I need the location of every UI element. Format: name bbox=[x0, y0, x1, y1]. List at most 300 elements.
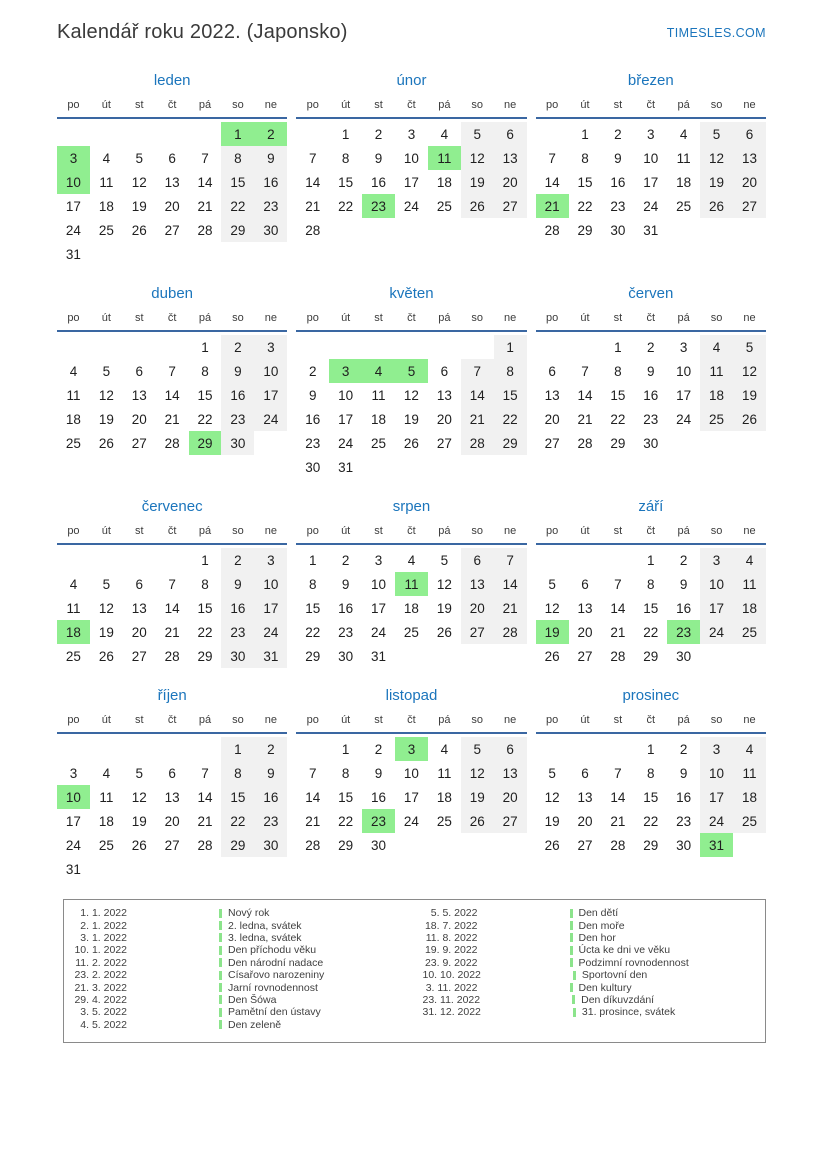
day-cell: 4 bbox=[733, 737, 766, 761]
day-cell: 30 bbox=[643, 435, 659, 451]
legend-date: 23. 9. 2022 bbox=[424, 956, 478, 969]
month-february bbox=[296, 72, 526, 266]
day-cell: 10 bbox=[371, 576, 387, 592]
weekday-header: čt bbox=[395, 310, 428, 331]
day-cell: 2 bbox=[679, 552, 688, 568]
empty-day-cell bbox=[494, 644, 527, 668]
legend-holiday-name bbox=[570, 982, 632, 994]
day-cell: 18 bbox=[733, 596, 766, 620]
day-cell: 9 bbox=[374, 150, 383, 166]
day-cell: 31 bbox=[65, 861, 81, 877]
month-table-july bbox=[57, 523, 287, 668]
day-cell: 17 bbox=[700, 596, 733, 620]
day-cell: 30 bbox=[254, 218, 287, 242]
weekday-header: út bbox=[90, 310, 123, 331]
day-cell: 28 bbox=[197, 837, 213, 853]
day-cell: 21 bbox=[610, 624, 626, 640]
weekday-header: po bbox=[296, 712, 329, 733]
empty-day-cell bbox=[221, 242, 254, 266]
day-cell: 28 bbox=[305, 837, 321, 853]
day-cell: 17 bbox=[676, 387, 692, 403]
week-row bbox=[57, 242, 287, 266]
empty-day-cell bbox=[569, 548, 602, 572]
day-cell: 4 bbox=[679, 126, 688, 142]
day-cell: 29 bbox=[494, 431, 527, 455]
day-cell: 17 bbox=[403, 174, 419, 190]
empty-day-cell bbox=[536, 737, 569, 761]
holiday-marker bbox=[219, 995, 222, 1004]
day-cell: 24 bbox=[254, 620, 287, 644]
legend-date: 2. 1. 2022 bbox=[80, 919, 127, 932]
weekday-header: pá bbox=[667, 97, 700, 118]
legend-date: 19. 9. 2022 bbox=[424, 944, 478, 957]
empty-day-cell bbox=[254, 242, 287, 266]
weekday-header: pá bbox=[428, 310, 461, 331]
legend-date: 3. 1. 2022 bbox=[80, 931, 127, 944]
day-cell: 20 bbox=[494, 170, 527, 194]
day-cell: 9 bbox=[647, 363, 655, 379]
legend-holiday-name bbox=[219, 994, 276, 1006]
legend-date: 10. 10. 2022 bbox=[422, 969, 481, 982]
day-cell: 25 bbox=[403, 624, 419, 640]
day-cell: 3 bbox=[254, 548, 287, 572]
empty-day-cell bbox=[123, 857, 156, 881]
legend-item bbox=[415, 919, 766, 931]
empty-day-cell bbox=[90, 242, 123, 266]
day-cell: 7 bbox=[461, 359, 494, 383]
month-days bbox=[536, 118, 766, 242]
day-cell: 15 bbox=[643, 789, 659, 805]
day-cell: 14 bbox=[461, 383, 494, 407]
empty-day-cell bbox=[57, 548, 90, 572]
day-cell: 17 bbox=[254, 596, 287, 620]
day-cell: 18 bbox=[436, 789, 452, 805]
day-cell: 25 bbox=[733, 809, 766, 833]
weekday-header: so bbox=[700, 712, 733, 733]
weekday-header: út bbox=[569, 523, 602, 544]
weekday-header: so bbox=[461, 712, 494, 733]
empty-day-cell bbox=[395, 455, 428, 479]
empty-day-cell bbox=[123, 335, 156, 359]
legend-item bbox=[64, 994, 415, 1006]
legend-holiday-label: Den kultury bbox=[578, 981, 632, 994]
empty-day-cell bbox=[395, 833, 428, 857]
month-title-july[interactable]: červenec bbox=[141, 498, 203, 515]
week-row bbox=[296, 455, 526, 479]
day-cell: 14 bbox=[305, 174, 321, 190]
weekday-header: út bbox=[90, 523, 123, 544]
weekday-header: so bbox=[221, 310, 254, 331]
empty-day-cell bbox=[123, 737, 156, 761]
month-days bbox=[536, 544, 766, 668]
day-cell: 5 bbox=[700, 122, 733, 146]
day-cell: 5 bbox=[461, 122, 494, 146]
day-cell: 27 bbox=[577, 648, 593, 664]
empty-day-cell bbox=[461, 833, 494, 857]
day-cell: 30 bbox=[676, 648, 692, 664]
day-cell: 5 bbox=[102, 576, 111, 592]
holiday-marker bbox=[573, 971, 576, 980]
week-row bbox=[57, 761, 287, 785]
day-cell: 9 bbox=[254, 146, 287, 170]
month-title-december[interactable]: prosinec bbox=[622, 687, 680, 704]
brand-link[interactable]: TIMESLES.COM bbox=[666, 26, 766, 40]
empty-day-cell bbox=[428, 644, 461, 668]
day-cell: 27 bbox=[494, 809, 527, 833]
weekday-header: st bbox=[123, 523, 156, 544]
month-table-june bbox=[536, 310, 766, 455]
month-january bbox=[57, 72, 287, 266]
week-row bbox=[57, 383, 287, 407]
day-cell: 12 bbox=[461, 146, 494, 170]
day-cell: 2 bbox=[679, 741, 688, 757]
month-title-september[interactable]: září bbox=[638, 498, 664, 515]
day-cell: 16 bbox=[610, 174, 626, 190]
week-row bbox=[536, 737, 766, 761]
weekday-header-row bbox=[57, 712, 287, 733]
month-october bbox=[57, 687, 287, 881]
legend-item bbox=[64, 907, 415, 919]
day-cell: 27 bbox=[436, 435, 452, 451]
holiday-marker bbox=[570, 958, 573, 967]
legend-holiday-name bbox=[573, 1006, 675, 1018]
day-cell: 10 bbox=[254, 359, 287, 383]
day-cell: 31 bbox=[65, 246, 81, 262]
week-row bbox=[296, 407, 526, 431]
month-days bbox=[296, 544, 526, 668]
day-cell: 22 bbox=[197, 411, 213, 427]
day-cell: 18 bbox=[676, 174, 692, 190]
day-cell: 22 bbox=[577, 198, 593, 214]
day-cell: 13 bbox=[436, 387, 452, 403]
empty-day-cell bbox=[156, 737, 189, 761]
day-cell: 27 bbox=[544, 435, 560, 451]
day-cell: 23 bbox=[610, 198, 626, 214]
weekday-header: st bbox=[601, 97, 634, 118]
weekday-header: út bbox=[569, 310, 602, 331]
weekday-header: st bbox=[362, 97, 395, 118]
legend-date: 29. 4. 2022 bbox=[74, 993, 127, 1006]
day-cell: 5 bbox=[102, 363, 111, 379]
month-table-august bbox=[296, 523, 526, 668]
day-cell: 7 bbox=[168, 363, 176, 379]
empty-day-cell bbox=[189, 122, 222, 146]
holiday-day-cell: 11 bbox=[395, 572, 428, 596]
week-row bbox=[57, 170, 287, 194]
day-cell: 13 bbox=[131, 387, 147, 403]
day-cell: 6 bbox=[135, 576, 143, 592]
day-cell: 21 bbox=[197, 198, 213, 214]
day-cell: 13 bbox=[164, 789, 180, 805]
month-title-february[interactable]: únor bbox=[396, 72, 427, 89]
day-cell: 19 bbox=[131, 813, 147, 829]
day-cell: 4 bbox=[102, 765, 111, 781]
day-cell: 24 bbox=[700, 809, 733, 833]
day-cell: 10 bbox=[403, 150, 419, 166]
day-cell: 23 bbox=[254, 194, 287, 218]
day-cell: 14 bbox=[164, 600, 180, 616]
day-cell: 6 bbox=[168, 765, 176, 781]
day-cell: 12 bbox=[98, 387, 114, 403]
months-grid bbox=[57, 72, 766, 881]
day-cell: 20 bbox=[131, 624, 147, 640]
day-cell: 2 bbox=[374, 741, 383, 757]
week-row bbox=[296, 833, 526, 857]
week-row bbox=[536, 122, 766, 146]
day-cell: 12 bbox=[733, 359, 766, 383]
legend-holiday-label: Den zeleně bbox=[228, 1018, 282, 1031]
day-cell: 25 bbox=[733, 620, 766, 644]
empty-day-cell bbox=[156, 857, 189, 881]
weekday-header: pá bbox=[428, 523, 461, 544]
day-cell: 1 bbox=[494, 335, 527, 359]
day-cell: 29 bbox=[610, 435, 626, 451]
day-cell: 25 bbox=[98, 837, 114, 853]
header bbox=[0, 0, 827, 44]
weekday-header: pá bbox=[189, 523, 222, 544]
day-cell: 21 bbox=[164, 624, 180, 640]
holiday-day-cell: 23 bbox=[667, 620, 700, 644]
day-cell: 5 bbox=[135, 150, 143, 166]
day-cell: 28 bbox=[544, 222, 560, 238]
month-march bbox=[536, 72, 766, 266]
month-june bbox=[536, 285, 766, 479]
day-cell: 1 bbox=[201, 339, 209, 355]
weekday-header: ne bbox=[254, 97, 287, 118]
day-cell: 24 bbox=[65, 222, 81, 238]
day-cell: 15 bbox=[221, 785, 254, 809]
day-cell: 19 bbox=[461, 170, 494, 194]
week-row bbox=[536, 620, 766, 644]
day-cell: 22 bbox=[338, 198, 354, 214]
day-cell: 31 bbox=[643, 222, 659, 238]
day-cell: 8 bbox=[221, 761, 254, 785]
month-title-october[interactable]: říjen bbox=[157, 687, 187, 704]
empty-day-cell bbox=[461, 335, 494, 359]
day-cell: 18 bbox=[98, 198, 114, 214]
day-cell: 3 bbox=[407, 126, 416, 142]
month-title-march[interactable]: březen bbox=[627, 72, 674, 89]
empty-day-cell bbox=[362, 335, 395, 359]
legend-date: 23. 11. 2022 bbox=[422, 993, 481, 1006]
week-row bbox=[296, 431, 526, 455]
month-title-june[interactable]: červen bbox=[628, 285, 674, 302]
day-cell: 26 bbox=[436, 624, 452, 640]
day-cell: 13 bbox=[461, 572, 494, 596]
month-april bbox=[57, 285, 287, 479]
day-cell: 18 bbox=[733, 785, 766, 809]
day-cell: 18 bbox=[700, 383, 733, 407]
day-cell: 24 bbox=[643, 198, 659, 214]
day-cell: 26 bbox=[700, 194, 733, 218]
day-cell: 20 bbox=[544, 411, 560, 427]
month-title-january[interactable]: leden bbox=[153, 72, 191, 89]
day-cell: 18 bbox=[436, 174, 452, 190]
day-cell: 6 bbox=[494, 737, 527, 761]
day-cell: 15 bbox=[577, 174, 593, 190]
day-cell: 15 bbox=[643, 600, 659, 616]
day-cell: 11 bbox=[437, 765, 452, 781]
day-cell: 20 bbox=[733, 170, 766, 194]
weekday-header: ne bbox=[494, 97, 527, 118]
holiday-marker bbox=[570, 909, 573, 918]
week-row bbox=[57, 407, 287, 431]
day-cell: 6 bbox=[581, 765, 589, 781]
day-cell: 8 bbox=[201, 363, 209, 379]
empty-day-cell bbox=[329, 218, 362, 242]
day-cell: 16 bbox=[643, 387, 659, 403]
weekday-header: st bbox=[601, 712, 634, 733]
day-cell: 2 bbox=[221, 548, 254, 572]
weekday-header: ne bbox=[494, 310, 527, 331]
week-row bbox=[57, 572, 287, 596]
month-july bbox=[57, 498, 287, 668]
day-cell: 21 bbox=[305, 198, 321, 214]
legend-item bbox=[64, 1006, 415, 1018]
day-cell: 16 bbox=[371, 174, 387, 190]
holiday-day-cell: 11 bbox=[428, 146, 461, 170]
weekday-header: po bbox=[296, 97, 329, 118]
legend-holiday-name bbox=[570, 944, 671, 956]
legend-item bbox=[415, 969, 766, 981]
legend-item bbox=[415, 994, 766, 1006]
day-cell: 14 bbox=[494, 572, 527, 596]
day-cell: 30 bbox=[221, 644, 254, 668]
legend-holiday-label: Podzimní rovnodennost bbox=[578, 956, 689, 969]
weekday-header-row bbox=[536, 310, 766, 331]
month-title-may[interactable]: květen bbox=[389, 285, 434, 302]
week-row bbox=[536, 431, 766, 455]
day-cell: 23 bbox=[643, 411, 659, 427]
week-row bbox=[296, 809, 526, 833]
legend-item bbox=[415, 907, 766, 919]
week-row bbox=[296, 383, 526, 407]
weekday-header: st bbox=[362, 523, 395, 544]
day-cell: 25 bbox=[65, 648, 81, 664]
weekday-header: po bbox=[296, 310, 329, 331]
empty-day-cell bbox=[667, 218, 700, 242]
week-row bbox=[536, 407, 766, 431]
day-cell: 17 bbox=[403, 789, 419, 805]
day-cell: 4 bbox=[440, 126, 449, 142]
month-title-november[interactable]: listopad bbox=[385, 687, 438, 704]
empty-day-cell bbox=[189, 857, 222, 881]
day-cell: 20 bbox=[131, 411, 147, 427]
day-cell: 22 bbox=[221, 194, 254, 218]
weekday-header: po bbox=[536, 523, 569, 544]
weekday-header: ne bbox=[733, 97, 766, 118]
weekday-header: čt bbox=[395, 97, 428, 118]
weekday-header-row bbox=[57, 310, 287, 331]
weekday-header: po bbox=[57, 523, 90, 544]
empty-day-cell bbox=[123, 122, 156, 146]
legend-holiday-name bbox=[219, 957, 323, 969]
day-cell: 8 bbox=[341, 765, 350, 781]
legend-date: 21. 3. 2022 bbox=[74, 981, 127, 994]
holiday-marker bbox=[219, 946, 222, 955]
weekday-header: út bbox=[569, 97, 602, 118]
weekday-header-row bbox=[536, 97, 766, 118]
day-cell: 3 bbox=[700, 737, 733, 761]
day-cell: 8 bbox=[494, 359, 527, 383]
empty-day-cell bbox=[536, 548, 569, 572]
weekday-header-row bbox=[57, 97, 287, 118]
weekday-header: čt bbox=[395, 712, 428, 733]
empty-day-cell bbox=[296, 122, 329, 146]
day-cell: 3 bbox=[254, 335, 287, 359]
legend-holiday-label: Den moře bbox=[578, 919, 625, 932]
day-cell: 8 bbox=[647, 576, 655, 592]
day-cell: 2 bbox=[309, 363, 317, 379]
holiday-day-cell: 3 bbox=[57, 146, 90, 170]
weekday-header-row bbox=[536, 712, 766, 733]
week-row bbox=[57, 596, 287, 620]
holiday-day-cell: 4 bbox=[362, 359, 395, 383]
day-cell: 27 bbox=[577, 837, 593, 853]
empty-day-cell bbox=[700, 218, 733, 242]
day-cell: 3 bbox=[679, 339, 688, 355]
day-cell: 1 bbox=[309, 552, 317, 568]
day-cell: 6 bbox=[548, 363, 556, 379]
day-cell: 27 bbox=[733, 194, 766, 218]
weekday-header: út bbox=[329, 523, 362, 544]
day-cell: 26 bbox=[98, 648, 114, 664]
legend-item bbox=[64, 969, 415, 981]
day-cell: 28 bbox=[610, 648, 626, 664]
month-table-april bbox=[57, 310, 287, 455]
day-cell: 9 bbox=[341, 576, 350, 592]
empty-day-cell bbox=[733, 833, 766, 857]
weekday-header: po bbox=[536, 97, 569, 118]
day-cell: 14 bbox=[577, 387, 593, 403]
month-days bbox=[57, 118, 287, 266]
day-cell: 19 bbox=[98, 411, 114, 427]
day-cell: 9 bbox=[679, 576, 688, 592]
month-table-may bbox=[296, 310, 526, 479]
day-cell: 13 bbox=[577, 600, 593, 616]
day-cell: 29 bbox=[643, 837, 659, 853]
day-cell: 14 bbox=[610, 600, 626, 616]
empty-day-cell bbox=[494, 833, 527, 857]
day-cell: 19 bbox=[544, 813, 560, 829]
day-cell: 16 bbox=[254, 785, 287, 809]
holiday-day-cell: 2 bbox=[254, 122, 287, 146]
day-cell: 6 bbox=[440, 363, 449, 379]
weekday-header: so bbox=[700, 97, 733, 118]
legend-holiday-label: Den dětí bbox=[578, 907, 619, 920]
day-cell: 11 bbox=[676, 150, 691, 166]
month-title-april[interactable]: duben bbox=[151, 285, 194, 302]
day-cell: 4 bbox=[407, 552, 416, 568]
day-cell: 12 bbox=[436, 576, 452, 592]
day-cell: 28 bbox=[164, 648, 180, 664]
month-table-march bbox=[536, 97, 766, 242]
month-title-august[interactable]: srpen bbox=[392, 498, 431, 515]
legend-item bbox=[64, 932, 415, 944]
holiday-day-cell: 21 bbox=[536, 194, 569, 218]
day-cell: 26 bbox=[98, 435, 114, 451]
week-row bbox=[536, 785, 766, 809]
legend-holiday-name bbox=[572, 994, 654, 1006]
month-table-february bbox=[296, 97, 526, 242]
legend-date: 1. 1. 2022 bbox=[80, 907, 127, 920]
empty-day-cell bbox=[395, 644, 428, 668]
day-cell: 13 bbox=[164, 174, 180, 190]
month-september bbox=[536, 498, 766, 668]
month-days bbox=[57, 544, 287, 668]
legend-item bbox=[415, 1006, 766, 1018]
empty-day-cell bbox=[90, 122, 123, 146]
